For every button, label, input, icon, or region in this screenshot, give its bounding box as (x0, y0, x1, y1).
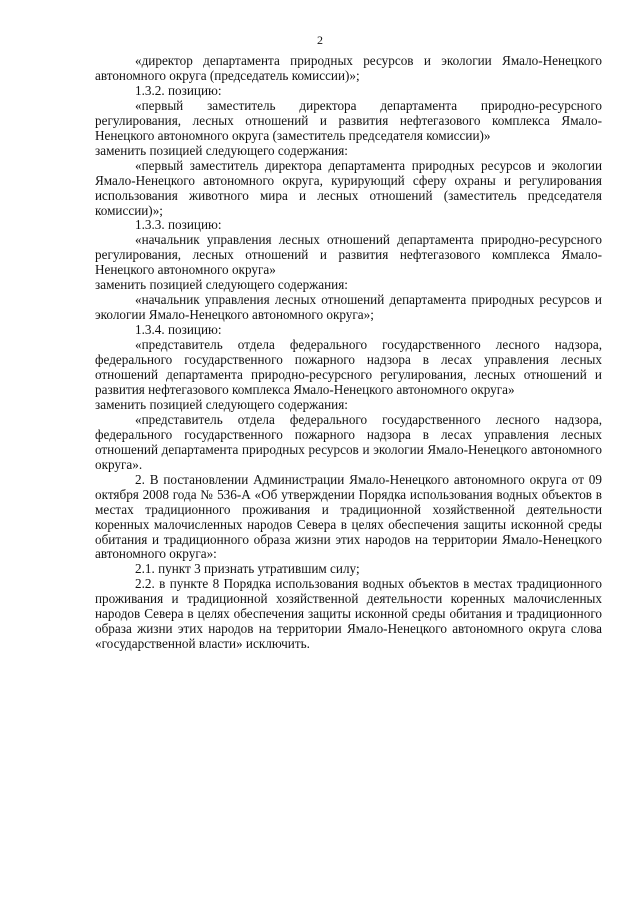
paragraph: 2.1. пункт 3 признать утратившим силу; (135, 561, 360, 577)
paragraph: «директор департамента природных ресурсов и экологии Ямало-Ненецкого автономного округа (председатель комиссии)»; (95, 53, 602, 83)
paragraph: «начальник управления лесных отношений департамента природных ресурсов и экологии Ямало-Ненецкого автономного округа»; (95, 292, 602, 323)
paragraph: заменить позицией следующего содержания: (95, 277, 348, 293)
paragraph: заменить позицией следующего содержания: (95, 142, 348, 158)
document-body (95, 54, 602, 652)
paragraph: 1.3.3. позицию: (135, 217, 222, 233)
paragraph: «первый заместитель директора департамента природно-ресурсного регулирования, лесных отношений и развития нефтегазового комплекса Ямало-Ненецкого автономного округа (заместитель председателя комиссии)» (95, 97, 602, 143)
paragraph: 2.2. в пункте 8 Порядка использования водных объектов в местах традиционного проживания и традиционной хозяйственной деятельности коренных малочисленных народов Севера в целях обеспечения защиты исконной среды обитания и традиционного образа жизни этих народов на территории Ямало-Ненецкого автономного округа слова «государственной власти» исключить. (95, 576, 602, 652)
page-number: 2 (317, 33, 323, 47)
paragraph: 2. В постановлении Администрации Ямало-Ненецкого автономного округа от 09 октября 2008 года № 536-А «Об утверждении Порядка использования водных объектов в местах традиционного проживания и традиционной хозяйственной деятельности коренных малочисленных народов Севера в целях обеспечения защиты исконной среды обитания и традиционного образа жизни этих народов на территории Ямало-Ненецкого автономного округа»: (95, 471, 602, 562)
paragraph: «начальник управления лесных отношений департамента природно-ресурсного регулирования, лесных отношений и развития нефтегазового комплекса Ямало-Ненецкого автономного округа» (95, 232, 602, 278)
paragraph: 1.3.4. позицию: (135, 322, 222, 338)
paragraph: «представитель отдела федерального государственного лесного надзора, федерального государственного пожарного надзора в лесах управления лесных отношений департамента природно-ресурсного регулирования, лесных отношений и развития нефтегазового комплекса Ямало-Ненецкого автономного округа» (95, 337, 602, 397)
paragraph: «первый заместитель директора департамента природных ресурсов и экологии Ямало-Ненецкого автономного округа, курирующий сферу охраны и регулирования использования животного мира и лесных отношений (заместитель председателя комиссии)»; (95, 157, 602, 218)
paragraph: 1.3.2. позицию: (135, 82, 222, 98)
paragraph: «представитель отдела федерального государственного лесного надзора, федерального государственного пожарного надзора в лесах управления лесных отношений департамента природных ресурсов и экологии Ямало-Ненецкого автономного округа». (95, 411, 602, 472)
paragraph: заменить позицией следующего содержания: (95, 396, 348, 412)
